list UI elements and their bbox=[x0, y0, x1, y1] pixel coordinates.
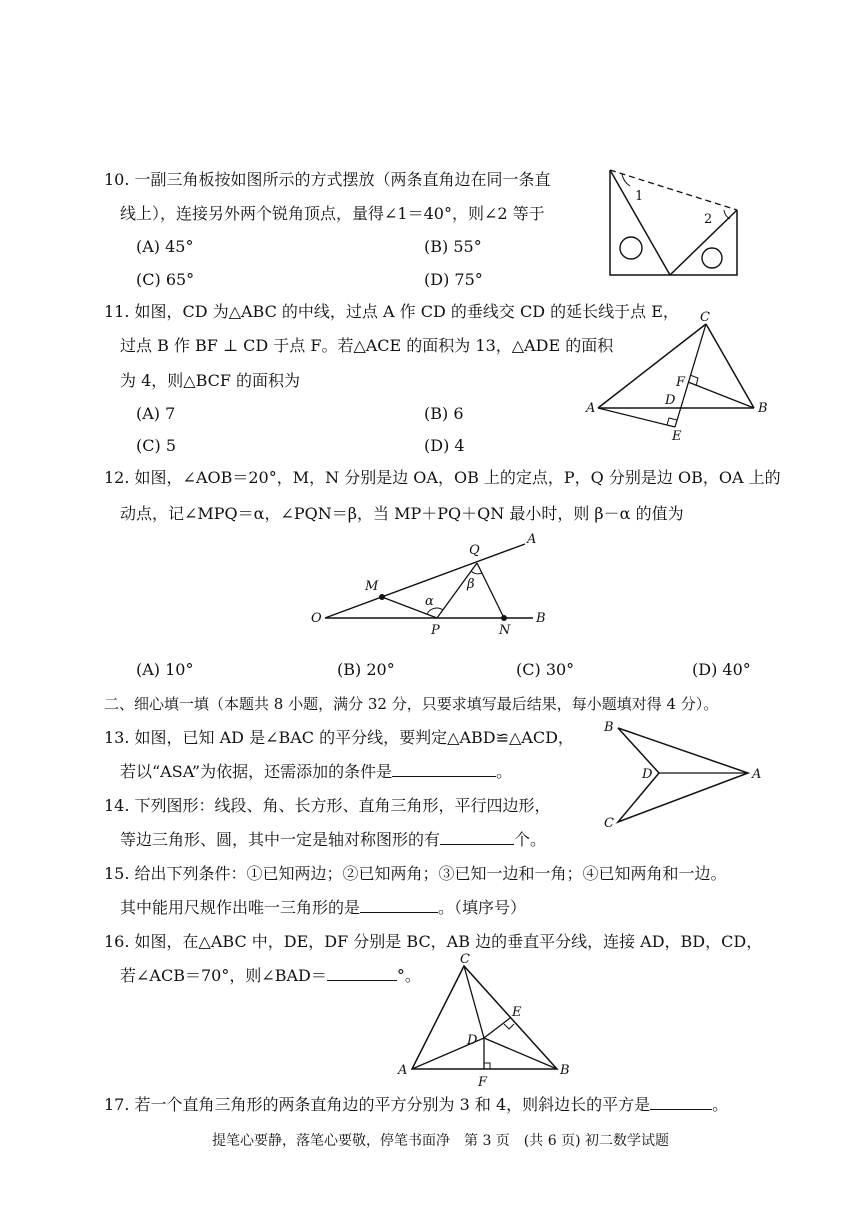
q11-label-e: E bbox=[672, 429, 682, 444]
q12-option-a: (A) 10° bbox=[136, 660, 194, 679]
q13-label-c: C bbox=[604, 816, 614, 831]
q10-angle-1-label: 1 bbox=[635, 189, 644, 204]
q17-line1-end: 。 bbox=[712, 1095, 729, 1114]
q16-figure bbox=[392, 952, 582, 1092]
q11-label-b: B bbox=[758, 401, 768, 416]
q10-line2: 线上），连接另外两个锐角顶点，量得∠1＝40°，则∠2 等于 bbox=[120, 204, 545, 223]
q11-line1: 11. 如图，CD 为△ABC 的中线，过点 A 作 CD 的垂线交 CD 的延长线于点 E， bbox=[104, 302, 679, 321]
q15-line2 bbox=[120, 898, 526, 918]
q13-answer-blank[interactable] bbox=[392, 762, 496, 777]
q14-line2-end: 个。 bbox=[514, 830, 547, 849]
q12-figure bbox=[305, 530, 555, 640]
q11-option-b: (B) 6 bbox=[424, 404, 464, 423]
q13-line1: 13. 如图，已知 AD 是∠BAC 的平分线，要判定△ABD≌△ACD， bbox=[104, 728, 574, 747]
q16-line2-end: °。 bbox=[396, 966, 421, 985]
q10-angle-2-label: 2 bbox=[704, 212, 713, 227]
q12-label-q: Q bbox=[469, 543, 480, 558]
q11-option-d: (D) 4 bbox=[424, 436, 465, 455]
q14-answer-blank[interactable] bbox=[440, 830, 514, 845]
page-footer: 提笔心要静，落笔心要敬，停笔书面净 第 3 页 (共 6 页) 初二数学试题 bbox=[212, 1133, 669, 1149]
q16-label-d: D bbox=[467, 1033, 478, 1048]
q12-label-b: B bbox=[536, 611, 546, 626]
q12-label-p: P bbox=[431, 623, 440, 638]
q11-label-a: A bbox=[586, 401, 596, 416]
q13-figure bbox=[598, 718, 762, 831]
q11-line2: 过点 B 作 BF ⊥ CD 于点 F。若△ACE 的面积为 13，△ADE 的面积 bbox=[120, 336, 614, 355]
q13-label-b: B bbox=[604, 720, 614, 735]
q11-figure bbox=[580, 308, 770, 448]
q15-line2-text: 其中能用尺规作出唯一三角形的是 bbox=[120, 898, 361, 917]
q11-label-c: C bbox=[700, 310, 710, 325]
q10-option-d: (D) 75° bbox=[424, 270, 483, 289]
q13-label-a: A bbox=[752, 767, 762, 782]
q16-label-f: F bbox=[478, 1075, 488, 1090]
q13-line2-text: 若以“ASA”为依据，还需添加的条件是 bbox=[120, 762, 393, 781]
q12-option-b: (B) 20° bbox=[337, 660, 395, 679]
q14-line2-text: 等边三角形、圆，其中一定是轴对称图形的有 bbox=[120, 830, 441, 849]
q15-line1: 15. 给出下列条件：①已知两边；②已知两角；③已知一边和一角；④已知两角和一边。 bbox=[104, 864, 727, 883]
q10-option-c: (C) 65° bbox=[136, 270, 195, 289]
q12-label-n: N bbox=[499, 623, 511, 638]
q11-line3: 为 4，则△BCF 的面积为 bbox=[120, 371, 301, 390]
q12-option-d: (D) 40° bbox=[692, 660, 751, 679]
q12-label-alpha: α bbox=[425, 594, 434, 609]
q16-answer-blank[interactable] bbox=[327, 966, 397, 981]
q16-line2-text: 若∠ACB＝70°，则∠BAD＝ bbox=[120, 966, 327, 985]
q17-line1-text: 17. 若一个直角三角形的两条直角边的平方分别为 3 和 4，则斜边长的平方是 bbox=[104, 1095, 651, 1114]
q11-label-d: D bbox=[665, 393, 676, 408]
q12-line1: 12. 如图，∠AOB＝20°，M，N 分别是边 OA，OB 上的定点，P，Q 分别是边 OB，OA 上的 bbox=[104, 468, 781, 487]
q15-answer-blank[interactable] bbox=[360, 898, 438, 913]
q16-line2 bbox=[120, 966, 421, 986]
q16-line1: 16. 如图，在△ABC 中，DE，DF 分别是 BC，AB 边的垂直平分线，连接 AD，BD，CD， bbox=[104, 932, 763, 951]
q12-label-beta: β bbox=[467, 577, 475, 592]
q10-option-a: (A) 45° bbox=[136, 237, 194, 256]
q11-option-c: (C) 5 bbox=[136, 436, 176, 455]
q10-figure bbox=[600, 165, 745, 280]
q10-option-b: (B) 55° bbox=[424, 237, 482, 256]
q12-label-a: A bbox=[527, 532, 537, 547]
section-2-heading: 二、细心填一填（本题共 8 小题，满分 32 分，只要求填写最后结果，每小题填对得 4 分）。 bbox=[104, 695, 719, 713]
q14-line1: 14. 下列图形：线段、角、长方形、直角三角形，平行四边形， bbox=[104, 796, 551, 815]
q12-label-m: M bbox=[365, 579, 379, 594]
q12-option-c: (C) 30° bbox=[516, 660, 575, 679]
q17-line1 bbox=[104, 1095, 728, 1115]
q13-line2-end: 。 bbox=[496, 762, 513, 781]
q12-line2: 动点，记∠MPQ＝α，∠PQN＝β，当 MP＋PQ＋QN 最小时，则 β－α 的值为 bbox=[120, 504, 684, 523]
q14-line2 bbox=[120, 830, 546, 850]
q15-line2-end: 。（填序号） bbox=[438, 898, 527, 917]
q16-label-a: A bbox=[398, 1063, 408, 1078]
q16-label-e: E bbox=[512, 1005, 522, 1020]
q12-label-o: O bbox=[311, 611, 322, 626]
q13-line2 bbox=[120, 762, 512, 782]
q16-label-b: B bbox=[560, 1063, 570, 1078]
q16-label-c: C bbox=[460, 952, 470, 967]
q10-line1: 10. 一副三角板按如图所示的方式摆放（两条直角边在同一条直 bbox=[104, 170, 551, 189]
q13-label-d: D bbox=[642, 767, 653, 782]
q11-label-f: F bbox=[676, 375, 686, 390]
q11-option-a: (A) 7 bbox=[136, 404, 176, 423]
q17-answer-blank[interactable] bbox=[650, 1095, 712, 1110]
